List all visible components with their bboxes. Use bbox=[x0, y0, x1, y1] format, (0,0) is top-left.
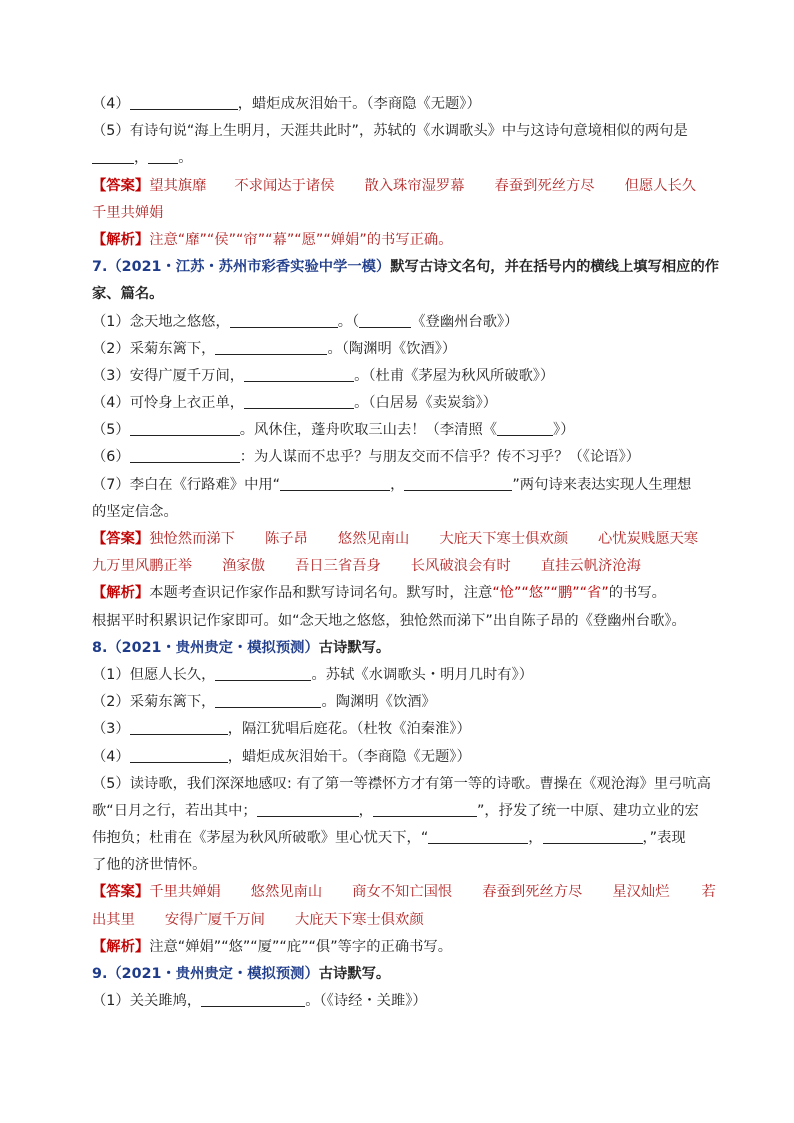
answer-text: 安得广厦千万间 bbox=[164, 911, 265, 928]
q7-answer bbox=[92, 526, 712, 553]
answer-text: 千里共婵娟 bbox=[92, 204, 164, 221]
answer-blank[interactable] bbox=[404, 475, 512, 491]
q8-item-5-cont: 歌“日月之行，若出其中； ， ”，抒发了统一中原、建功立业的宏 bbox=[92, 802, 699, 819]
answer-text: 直挂云帆济沧海 bbox=[540, 558, 641, 575]
q6-answer-cont bbox=[92, 200, 712, 227]
answer-text: 商女不知亡国恨 bbox=[352, 884, 453, 901]
answer-blank[interactable] bbox=[428, 828, 528, 844]
answer-blank[interactable] bbox=[130, 747, 228, 763]
answer-blank[interactable] bbox=[543, 828, 643, 844]
q7-item-6: （6） ：为人谋而不忠乎？与朋友交而不信乎？传不习乎？（《论语》） bbox=[92, 449, 641, 466]
answer-blank[interactable] bbox=[244, 366, 354, 382]
q7-analysis-cont: 根据平时积累识记作家即可。如“念天地之悠悠，独怆然而涕下”出自陈子昂的《登幽州台歌》。 bbox=[92, 612, 686, 629]
answer-blank[interactable] bbox=[130, 94, 238, 110]
answer-text: 心忧炭贱愿天寒 bbox=[598, 531, 699, 547]
answer-text: 悠然见南山 bbox=[337, 531, 410, 547]
q6-analysis bbox=[92, 227, 712, 254]
q7-analysis: 【解析】本题考查识记作家作品和默写诗词名句。默写时，注意“怆”“悠”“鹏”“省”的书写。 bbox=[92, 585, 666, 602]
q6-answer bbox=[92, 173, 712, 200]
question-source: （2021・江苏・苏州市彩香实验中学一模） bbox=[107, 259, 391, 276]
answer-label: 【答案】 bbox=[92, 177, 150, 194]
analysis-label: 【解析】 bbox=[92, 938, 150, 955]
question-source: （2021・贵州贵定・模拟预测） bbox=[107, 639, 319, 656]
answer-blank[interactable] bbox=[130, 420, 240, 436]
answer-text: 长风破浪会有时 bbox=[410, 558, 511, 575]
answer-blank[interactable] bbox=[215, 339, 327, 355]
answer-text: 春蚕到死丝方尽 bbox=[494, 177, 595, 194]
answer-label: 【答案】 bbox=[92, 884, 150, 901]
highlighted-chars: “怆”“悠”“鹏”“省” bbox=[492, 585, 609, 602]
answer-text: 出其里 bbox=[92, 911, 135, 928]
answer-blank[interactable] bbox=[244, 393, 354, 409]
answer-blank[interactable] bbox=[201, 991, 305, 1007]
analysis-label: 【解析】 bbox=[92, 585, 150, 602]
answer-text: 九万里风鹏正举 bbox=[92, 558, 193, 575]
q7-stem: 7.（2021・江苏・苏州市彩香实验中学一模）默写古诗文名句，并在括号内的横线上填写相应的作 bbox=[92, 259, 720, 276]
answer-blank[interactable] bbox=[215, 692, 321, 708]
answer-text: 春蚕到死丝方尽 bbox=[482, 884, 583, 901]
q7-stem-cont: 家、篇名。 bbox=[92, 286, 164, 303]
answer-blank[interactable] bbox=[130, 719, 228, 735]
q9-stem: 9.（2021・贵州贵定・模拟预测）古诗默写。 bbox=[92, 966, 391, 982]
q8-item-3: （3） ，隔江犹唱后庭花。（杜牧《泊秦淮》） bbox=[92, 721, 471, 738]
title-blank[interactable] bbox=[497, 420, 553, 436]
q7-item-7-cont: 的坚定信念。 bbox=[92, 503, 178, 520]
analysis-text: 注意“靡”“侯”“帘”“幕”“愿”“婵娟”的书写正确。 bbox=[149, 231, 453, 248]
answer-text: 星汉灿烂 bbox=[612, 884, 670, 901]
q7-item-7: （7）李白在《行路难》中用“ ， ”两句诗来表达实现人生理想 bbox=[92, 476, 692, 493]
q7-answer-cont bbox=[92, 553, 712, 580]
answer-text: 若 bbox=[701, 884, 716, 901]
answer-text: 吾日三省吾身 bbox=[294, 558, 381, 575]
answer-text: 陈子昂 bbox=[264, 531, 308, 547]
answer-blank[interactable] bbox=[230, 312, 338, 328]
question-source: （2021・贵州贵定・模拟预测） bbox=[107, 966, 319, 982]
q6-item-5-cont: ， 。 bbox=[92, 145, 712, 172]
q7-item-1: （1）念天地之悠悠， 。（ 《登幽州台歌》） bbox=[92, 313, 519, 330]
author-blank[interactable] bbox=[359, 312, 411, 328]
answer-text: 不求闻达于诸侯 bbox=[234, 177, 335, 194]
answer-text: 大庇天下寒士俱欢颜 bbox=[294, 911, 424, 928]
q8-answer-cont bbox=[92, 907, 712, 934]
answer-label: 【答案】 bbox=[92, 531, 150, 547]
q8-item-4: （4） ，蜡炬成灰泪始干。（李商隐《无题》） bbox=[92, 748, 471, 765]
q8-item-5-cont3: 了他的济世情怀。 bbox=[92, 857, 207, 874]
q8-item-2: （2）采菊东篱下， 。陶渊明《饮酒》 bbox=[92, 694, 436, 711]
q7-item-3: （3）安得广厦千万间， 。（杜甫《茅屋为秋风所破歌》） bbox=[92, 367, 555, 384]
answer-blank[interactable] bbox=[215, 665, 311, 681]
document-page bbox=[92, 91, 720, 1015]
analysis-label: 【解析】 bbox=[92, 231, 150, 248]
answer-blank[interactable] bbox=[280, 475, 390, 491]
answer-text: 千里共婵娟 bbox=[149, 884, 221, 901]
q8-item-5: （5）读诗歌，我们深深地感叹: 有了第一等襟怀方才有第一等的诗歌。曹操在《观沧海》里弓吭高 bbox=[92, 775, 711, 792]
q7-item-5: （5） 。风休住，蓬舟吹取三山去！（李清照《 》） bbox=[92, 422, 575, 439]
answer-text: 散入珠帘湿罗幕 bbox=[364, 177, 465, 194]
answer-text: 悠然见南山 bbox=[250, 884, 323, 901]
q6-item-5: （5）有诗句说“海上生明月，天涯共此时”，苏轼的《水调歌头》中与这诗句意境相似的两句是 bbox=[92, 123, 688, 140]
answer-blank[interactable] bbox=[257, 801, 359, 817]
answer-text: 渔家傲 bbox=[222, 558, 265, 575]
answer-text: 大庇天下寒士俱欢颜 bbox=[439, 531, 569, 547]
q8-analysis: 【解析】注意“婵娟”“悠”“厦”“庇”“俱”等字的正确书写。 bbox=[92, 938, 453, 955]
answer-blank[interactable] bbox=[373, 801, 477, 817]
answer-blank[interactable] bbox=[92, 148, 134, 164]
answer-text: 望其旗靡 bbox=[149, 177, 207, 194]
answer-blank[interactable] bbox=[130, 447, 240, 463]
answer-text: 独怆然而涕下 bbox=[149, 531, 235, 547]
q8-item-5-cont2: 伟抱负；杜甫在《茅屋为秋风所破歌》里心忧天下，“ ， ，”表现 bbox=[92, 830, 686, 847]
q7-item-2: （2）采菊东篱下， 。（陶渊明《饮酒》） bbox=[92, 340, 457, 357]
answer-text: 但愿人长久 bbox=[624, 177, 697, 194]
q8-item-1: （1）但愿人长久， 。苏轼《水调歌头・明月几时有》） bbox=[92, 666, 534, 683]
q7-item-4: （4）可怜身上衣正单， 。（白居易《卖炭翁》） bbox=[92, 395, 498, 412]
q6-item-4: （4） ，蜡炬成灰泪始干。（李商隐《无题》） bbox=[92, 96, 481, 112]
answer-blank[interactable] bbox=[148, 148, 178, 164]
q8-answer bbox=[92, 879, 716, 906]
q9-item-1: （1）关关雎鸠， 。（《诗经・关雎》） bbox=[92, 993, 427, 1010]
q8-stem: 8.（2021・贵州贵定・模拟预测）古诗默写。 bbox=[92, 639, 391, 656]
